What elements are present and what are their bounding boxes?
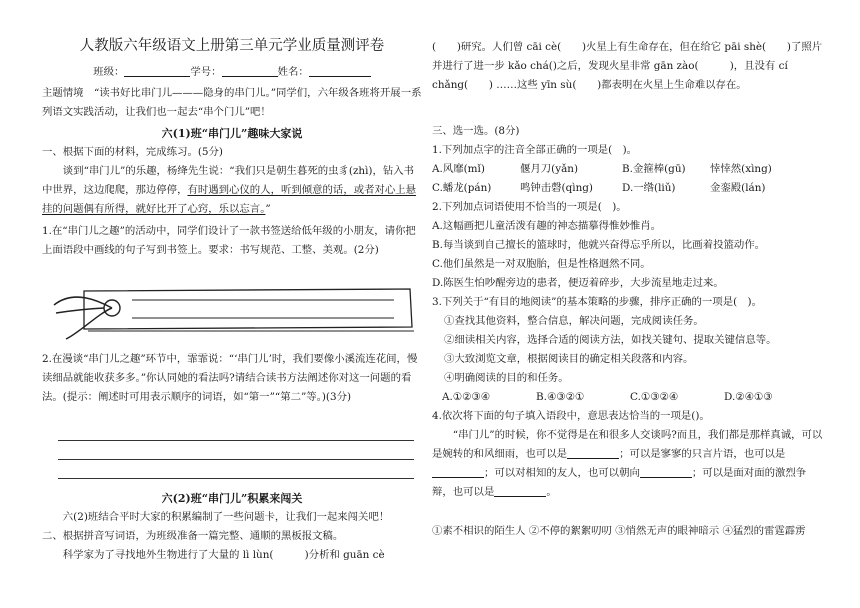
q1-title: 一、根据下面的材料，完成练习。(5分) bbox=[42, 146, 223, 158]
mc3-option-d[interactable]: D.②④①③ bbox=[724, 391, 773, 403]
mc1-option-b[interactable]: B.金箍棒(gū) bbox=[622, 163, 686, 175]
mc3-option-c[interactable]: C.①③②④ bbox=[630, 391, 679, 403]
mc3-option-a[interactable]: A.①②③④ bbox=[442, 391, 491, 403]
mc4-text-d: ；可以是面对面的激烈争辩，也可以是 bbox=[432, 467, 807, 498]
passage-end: ” bbox=[265, 203, 271, 215]
student-info-row bbox=[42, 63, 422, 81]
passage-underlined: 有时遇到心仪的人，听到倾意的话，或者对心上悬挂的问题偶有所得，就好比开了心窍，乐以忘言。 bbox=[42, 184, 417, 215]
class-field[interactable] bbox=[124, 64, 190, 77]
pinyin-text-a: 科学家为了寻找地外生物进行了大量的 lì lùn( )分析和 guān cè bbox=[62, 549, 385, 561]
mc4-blank-3[interactable] bbox=[640, 465, 692, 478]
mc1-option-c[interactable]: C.蟠龙(pán) bbox=[432, 182, 492, 194]
mc1-option-b2: 悻悻然(xìng) bbox=[710, 163, 772, 175]
mc2-option-c[interactable]: C.他们虽然是一对双胞胎，但是性格迥然不同。 bbox=[432, 258, 651, 270]
q3-title: 三、选一选。(8分) bbox=[432, 125, 520, 137]
mc4-blank-2[interactable] bbox=[432, 465, 484, 478]
mc4-blank-4[interactable] bbox=[494, 484, 546, 497]
mc3-step-2: ②细读相关内容，选择合适的阅读方法，如找关键句、提取关键信息等。 bbox=[444, 334, 777, 346]
answer-line-3[interactable] bbox=[58, 478, 414, 479]
mc4-passage bbox=[432, 426, 824, 502]
mc4-blank-1[interactable] bbox=[567, 446, 619, 459]
bookmark-drawing bbox=[44, 283, 424, 341]
answer-line-1[interactable] bbox=[58, 440, 414, 441]
pinyin-text-b: ( )研究。人们曾 cāi cè( )火星上有生命存在，但在给它 pāi shè( )了照片并进行了进一步 kǎo chá()之后，发现火星非常 gān zào( )，且没有 cí chǎng( ) ……这些 yīn sù( )都表明在火星上生命难以存在。 bbox=[432, 41, 823, 91]
name-field[interactable] bbox=[309, 64, 371, 77]
answer-line-2[interactable] bbox=[58, 459, 414, 460]
mc3-options bbox=[432, 388, 824, 407]
mc4-text-c: ；可以对相知的友人，也可以朝向 bbox=[484, 467, 640, 479]
mc-question-1: 1.下列加点字的注音全部正确的一项是( )。 bbox=[432, 144, 638, 156]
mc4-text-a: “串门儿”的时候，你不觉得是在和很多人交谈吗?而且，我们都是那样真诚，可以是婉转的和风细雨，也可以是 bbox=[432, 429, 823, 460]
class-label: 班级： bbox=[93, 66, 125, 78]
section1-heading: 六(1)班“串门儿”趣味大家说 bbox=[161, 127, 303, 140]
mc3-step-3: ③大致浏览文章，根据阅读目的确定相关段落和内容。 bbox=[444, 353, 694, 365]
mc1-option-c2: 鸣钟击磬(qìng) bbox=[520, 182, 593, 194]
id-label: 学号： bbox=[190, 66, 222, 78]
page-title: 人教版六年级语文上册第三单元学业质量测评卷 bbox=[79, 38, 385, 54]
mc1-option-a[interactable]: A.风靡(mǐ) bbox=[432, 163, 485, 175]
passage-text: 谈到“串门儿”的乐趣，杨绛先生说：“我们只是朝生暮死的虫豸(zhì)，钻入书中世界，这边爬爬，那边停停， bbox=[42, 165, 415, 196]
mc4-text-e: 。 bbox=[546, 486, 557, 498]
mc4-text-b: ；可以是寥寥的只言片语，也可以是 bbox=[619, 448, 786, 460]
passage bbox=[42, 162, 422, 219]
id-field[interactable] bbox=[222, 64, 278, 77]
mc3-step-1: ①查找其他资料，整合信息，解决问题，完成阅读任务。 bbox=[444, 315, 704, 327]
mc2-option-b[interactable]: B.每当谈到自己擅长的篮球时，他就兴奋得忘乎所以，比画着投篮动作。 bbox=[432, 239, 766, 251]
mc-question-4: 4.依次将下面的句子填入语段中，意思表达恰当的一项是()。 bbox=[432, 410, 710, 422]
intro-text: 主题情境 “读书好比串门儿———隐身的串门儿。”同学们，六年级各班将开展一系列语文实践活动，让我们也一起去“串个门儿”吧！ bbox=[42, 87, 422, 118]
mc-question-3: 3.下列关于“有目的地阅读”的基本策略的步骤，排序正确的一项是( )。 bbox=[432, 296, 762, 308]
bookmark-card bbox=[84, 289, 412, 329]
mc4-options: ①素不相识的陌生人 ②不停的絮絮叨叨 ③悄然无声的眼神暗示 ④猛烈的雷霆霹雳 bbox=[432, 525, 806, 537]
question-1-1: 1.在“串门儿之趣”的活动中，同学们设计了一款书签送给低年级的小朋友，请你把上面语段中画线的句子写到书签上。要求：书写规范、工整、美观。(2分) bbox=[42, 225, 416, 256]
mc1-option-d[interactable]: D.一绺(liǔ) bbox=[622, 182, 676, 194]
mc1-option-d2: 金銮殿(lán) bbox=[710, 182, 766, 194]
mc1-option-a2: 偃月刀(yǎn) bbox=[520, 163, 579, 175]
mc-question-2: 2.下列加点词语使用不恰当的一项是( )。 bbox=[432, 201, 627, 213]
q2-title: 二、根据拼音写词语，为班级准备一篇完整、通顺的黑板报文稿。 bbox=[42, 530, 344, 542]
mc2-option-a[interactable]: A.这幅画把儿童活泼有趣的神态描摹得惟妙惟肖。 bbox=[432, 220, 662, 232]
section2-heading: 六(2)班“串门儿”积累来闯关 bbox=[161, 492, 303, 505]
question-1-2: 2.在漫谈“串门儿之趣”环节中，霏霏说：“‘串门儿’时，我们要像小溪流连花间，慢读细品就能收获多多。”你认同她的看法吗?请结合读书方法阐述你对这一问题的看法。(提示：阐述时可用表示顺序的词语，如“第一”“第二”等。)(3分) bbox=[42, 353, 418, 403]
mc3-option-b[interactable]: B.④③②① bbox=[536, 391, 585, 403]
section2-intro: 六(2)班结合平时大家的积累编制了一些问题卡，让我们一起来闯关吧！ bbox=[62, 511, 390, 523]
mc3-step-4: ④明确阅读的目的和任务。 bbox=[444, 372, 569, 384]
mc2-option-d[interactable]: D.陈医生怕吵醒旁边的患者，便迈着碎步，大步流星地走过来。 bbox=[432, 277, 724, 289]
name-label: 姓名： bbox=[277, 66, 309, 78]
